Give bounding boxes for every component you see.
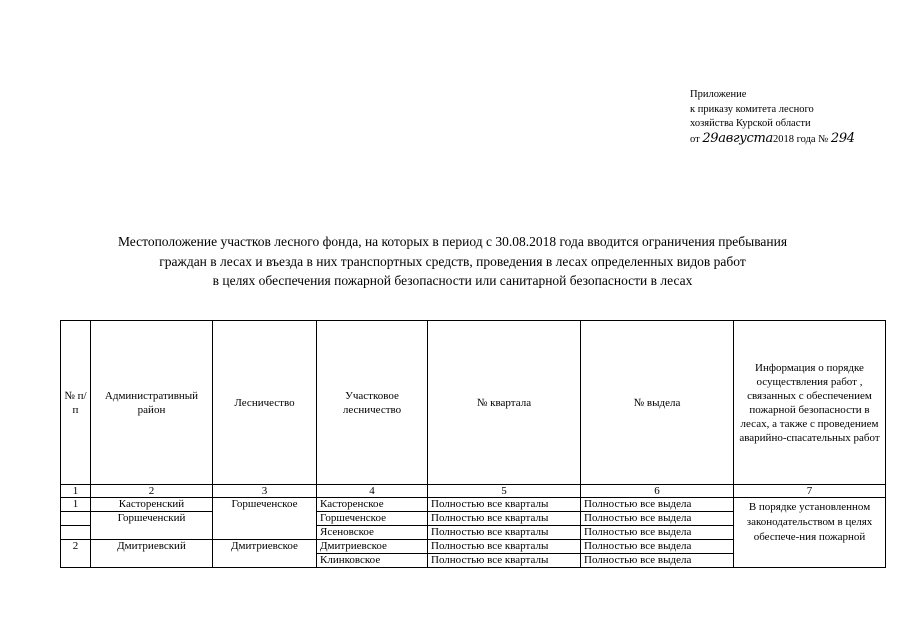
appendix-committee: хозяйства Курской области: [690, 118, 811, 129]
title-line-2: граждан в лесах и въезда в них транспортных средств, проведения в лесах определенных видов работ: [159, 253, 746, 269]
column-number: 3: [213, 485, 317, 498]
cell-number: 2: [61, 540, 91, 568]
cell-sub-forestry: Клинковское: [317, 554, 428, 568]
cell-number: [61, 512, 91, 526]
appendix-order-ref: к приказу комитета лесного: [690, 103, 814, 115]
handwritten-month: августа: [718, 130, 773, 146]
cell-quarter: Полностью все кварталы: [428, 498, 581, 512]
handwritten-day: 29: [702, 130, 719, 146]
forest-areas-table: [60, 320, 886, 568]
cell-district: Дмитриевский: [91, 540, 213, 568]
date-year: 2018 года №: [772, 133, 829, 145]
title-line-3: в целях обеспечения пожарной безопасности или санитарной безопасности в лесах: [212, 273, 693, 288]
cell-sub-forestry: Касторенское: [317, 498, 428, 512]
header-sub-forestry: Участковое лесничество: [317, 321, 428, 485]
cell-quarter: Полностью все кварталы: [428, 512, 581, 526]
header-district: Административный район: [91, 321, 213, 485]
header-quarter: № квартала: [428, 321, 581, 485]
appendix-title: Приложение: [690, 89, 747, 100]
column-number: 4: [317, 485, 428, 498]
cell-sub-forestry: Дмитриевское: [317, 540, 428, 554]
cell-quarter: Полностью все кварталы: [428, 554, 581, 568]
cell-allotment: Полностью все выдела: [581, 526, 734, 540]
column-number: 7: [734, 485, 886, 498]
cell-number: 1: [61, 498, 91, 512]
column-number: 2: [91, 485, 213, 498]
cell-quarter: Полностью все кварталы: [428, 540, 581, 554]
cell-forestry: Горшеченское: [213, 498, 317, 540]
header-info: Информация о порядке осуществления работ , связанных с обеспечением пожарной безопасности в лесах, а также с проведением аварийно-спасательных работ: [734, 321, 886, 485]
appendix-block: [690, 88, 855, 147]
cell-sub-forestry: Ясеновское: [317, 526, 428, 540]
cell-sub-forestry: Горшеченское: [317, 512, 428, 526]
document-title: [0, 232, 905, 291]
cell-info: В порядке установленном законодательством в целях обеспече-ния пожарной: [734, 498, 886, 568]
cell-forestry: Дмитриевское: [213, 540, 317, 568]
cell-allotment: Полностью все выдела: [581, 554, 734, 568]
title-line-1: Местоположение участков лесного фонда, на которых в период с 30.08.2018 года вводится ограничения пребывания: [117, 234, 788, 249]
cell-quarter: Полностью все кварталы: [428, 526, 581, 540]
appendix-date-line: [690, 132, 855, 148]
header-forestry: Лесничество: [213, 321, 317, 485]
cell-allotment: Полностью все выдела: [581, 498, 734, 512]
column-number: 6: [581, 485, 734, 498]
column-number: 1: [61, 485, 91, 498]
cell-allotment: Полностью все выдела: [581, 540, 734, 554]
column-number-row: [61, 485, 886, 498]
handwritten-order-number: 294: [830, 130, 855, 146]
table-header-row: [61, 321, 886, 485]
table-row: [61, 498, 886, 512]
cell-district: Горшеченский: [91, 512, 213, 540]
cell-number: [61, 526, 91, 540]
date-prefix: от: [690, 133, 700, 145]
cell-allotment: Полностью все выдела: [581, 512, 734, 526]
cell-district: Касторенский: [91, 498, 213, 512]
column-number: 5: [428, 485, 581, 498]
header-allotment: № выдела: [581, 321, 734, 485]
header-number: № п/п: [61, 321, 91, 485]
